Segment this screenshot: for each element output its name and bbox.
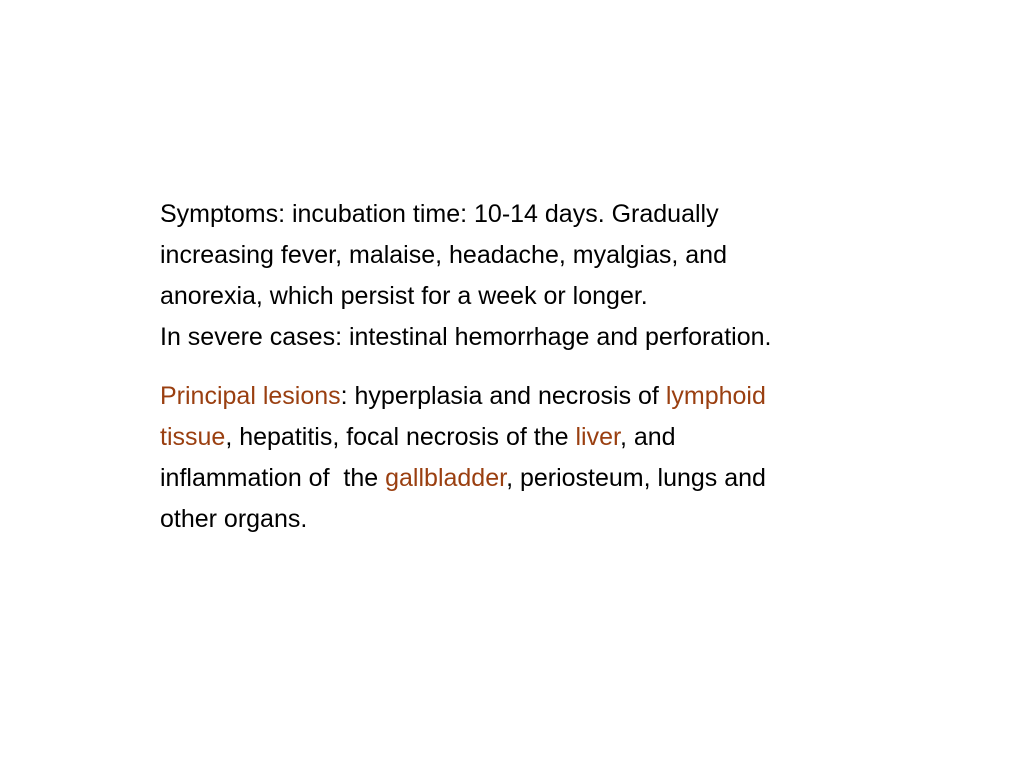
lesions-line-3: [160, 458, 920, 499]
tissue-term: tissue: [160, 423, 226, 451]
lesions-text-1: : hyperplasia and necrosis of: [340, 382, 666, 410]
symptoms-line-2: increasing fever, malaise, headache, myalgias, and: [160, 241, 727, 269]
liver-term: liver: [575, 423, 620, 451]
lesions-line-1: [160, 376, 920, 417]
lesions-text-4: inflammation of the: [160, 464, 386, 492]
lesions-text-5: , periosteum, lungs and: [506, 464, 766, 492]
severe-cases-line: In severe cases: intestinal hemorrhage and perforation.: [160, 323, 772, 351]
lesions-paragraph: [160, 376, 920, 540]
symptoms-paragraph: [160, 194, 920, 358]
gallbladder-term: gallbladder: [385, 464, 507, 492]
lesions-text-6: other organs.: [160, 505, 308, 533]
lesions-text-2: , hepatitis, focal necrosis of the: [225, 423, 576, 451]
principal-lesions-term: Principal lesions: [160, 382, 341, 410]
symptoms-line-3: anorexia, which persist for a week or longer.: [160, 282, 648, 310]
slide-body: [160, 194, 920, 540]
symptoms-line-1: Symptoms: incubation time: 10-14 days. Gradually: [160, 200, 719, 228]
lesions-line-4: [160, 499, 920, 540]
lesions-text-3: , and: [619, 423, 676, 451]
lymphoid-term: lymphoid: [665, 382, 766, 410]
lesions-line-2: [160, 417, 920, 458]
